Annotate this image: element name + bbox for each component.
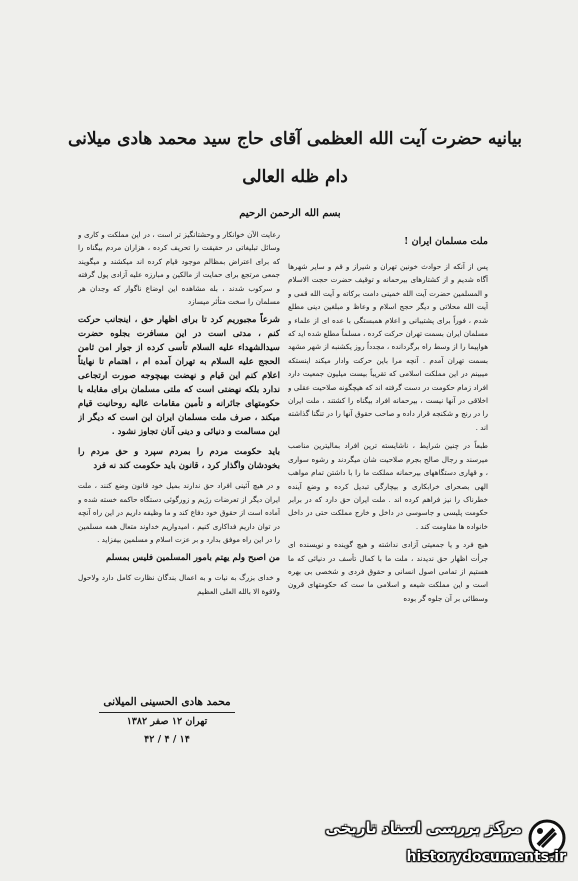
watermark-title: مرکز بررسی اسناد تاریخی (325, 819, 522, 837)
body-paragraph: پس از آنکه از حوادث خونین تهران و شیراز و قم و سایر شهرها آگاه شدیم و از کشتارهای بیرحمانه و توقیف حضرت حجت الاسلام و المسلمین حضرت آیت الله خمینی دامت برکاته و آیت الله قمی و آیت الله محلاتی و دیگر حجج اسلام و وعاظ و مبلغین دینی مطلع شدم ، فوراً برای پشتیبانی و اعلام همبستگی با عده ای از علماء و مسلمان ایران بسمت تهران حرکت کرده ، مسلماً مطلع شده اید که هواپیما را از وسط راه برگردانده ، مجدداً روز یکشنبه از شهر مشهد بسمت تهران آمدم . آنچه مرا باین حرکت وادار میکند اینستکه میبینم در این مملکت اسلامی که تقریباً بیست میلیون جمعیت دارد افراد زمام حکومت در دست گرفته اند که هیچگونه صلاحیت عقلی و اخلاقی در آنها نیست ، بیرحمانه افراد بیگناه را کشتند ، ملت ایران را در رنج و شکنجه قرار داده و صاحب حقوق آنها را در تنگنا گذاشته اند . (288, 262, 488, 432)
document-title: بیانیه حضرت آیت الله العظمی آقای حاج سید محمد هادی میلانی دام ظله العالی (67, 129, 523, 187)
body-paragraph: طبعاً در چنین شرایط ، ناشایسته ترین افراد بمالیترین مناصب میرسند و رجال صالح بجرم صلاحیت شان میگردند و رشوه سواری ، و قهاری دستگاههای بیرحمانه مملکت ما را با داشتن تمام مواهب الهی بصحرای خرابکاری و بیچارگی تبدیل کرده و وضع آینده خطرناک را نیز فراهم کرده اند . ملت ایران حق دارد که در برابر حکومت پلیسی و جاسوسی در داخل و خارج مملکت حتی در داخل خانواده ها مقاومت کند . (288, 441, 488, 531)
closing-paragraph: و خدای بزرگ به نیات و به اعمال بندگان نظارت کامل دارد ولاحول ولاقوة الا بالله العلی العظیم (78, 573, 280, 596)
slogan-paragraph: باید حکومت مردم را بمردم سپرد و حق مردم را بخودشان واگذار کرد ، قانون باید حکومت کند نه فرد (78, 447, 280, 472)
right-column (288, 228, 488, 858)
watermark (300, 815, 570, 871)
watermark-url: historydocuments.ir (406, 849, 566, 865)
salutation: ملت مسلمان ایران ! (404, 236, 488, 247)
hadith-quote: من اصبح ولم یهتم بامور المسلمین فلیس بمسلم (106, 553, 280, 564)
basmala: بسم الله الرحمن الرحیم (239, 208, 341, 219)
body-paragraph: هیچ فرد و یا جمعیتی آزادی نداشته و هیچ گوینده و نویسنده ای جرأت اظهار حق ندیدند ، ملت ما با کمال تأسف در دنیائی که ما هستیم از تمامی اصول انسانی و حقوق فردی و شخصی بی بهره است و این مملکت شیعه و اسلامی ما ست که حکومتهای قرون وسطائی بر آن جلوه گر بوده (288, 540, 488, 603)
body-paragraph: و در هیچ آئینی افراد حق ندارند بمیل خود قانون وضع کنند ، ملت ایران دیگر از تعرضات رژیم و زورگوئی دستگاه حاکمه خسته شده و آماده است از حقوق خود دفاع کند و ما وظیفه داریم در این راه آنچه در توان داریم فداکاری کنیم ، امیدواریم خداوند متعال همه مسلمین را در این راه موفق بدارد و بر عزت اسلام و مسلمین بیفزاید . (78, 481, 280, 545)
signature-name: محمد هادی الحسینی المیلانی (99, 694, 234, 713)
body-paragraph: رعایت الآن خوانکار و وحشتانگیز تر است ، در این مملکت و کاری و وسائل تبلیغاتی در حقیقت را تحریف کرده ، هزاران مردم بیگناه را که برای اعتراض بمظالم موجود قیام کرده اند میکشند و میگویند جمعی مرتجع برای حمایت از مالکین و مبارزه علیه آزادی پول گرفته و سرکوب شدند ، بله مشاهده این اوضاع ناگوار که وجدان هر مسلمان را سخت متأثر میسازد (78, 230, 280, 307)
signature-date-jalali: ۱۴ / ۴ / ۴۲ (144, 734, 190, 745)
emphasis-paragraph: شرعاً مجبوریم کرد تا برای اظهار حق ، اینجانب حرکت کنم ، مدتی است در این مسافرت بجلوه حضرت سیدالشهداء علیه السلام تأسی کرده از جوار امن ثامن الحجج علیه السلام به تهران آمده ام ، اهتمام تا نهایتاً اعلام کنم این قیام و نهضت بهیچوجه صورت ارتجاعی ندارد بلکه نهضتی است که ملتی مسلمان برای مقابله با حکومتهای جائرانه و تأمین مقامات عالیه روحانیت قیام میکند ، صرف ملت مسلمان ایران این است که دیگر از این مسالمت و دنیائی و دینی آنان تجاوز نشود . (78, 315, 280, 438)
signature-date-hijri: تهران ۱۲ صفر ۱۳۸۲ (126, 716, 208, 727)
signature-block (82, 694, 252, 749)
